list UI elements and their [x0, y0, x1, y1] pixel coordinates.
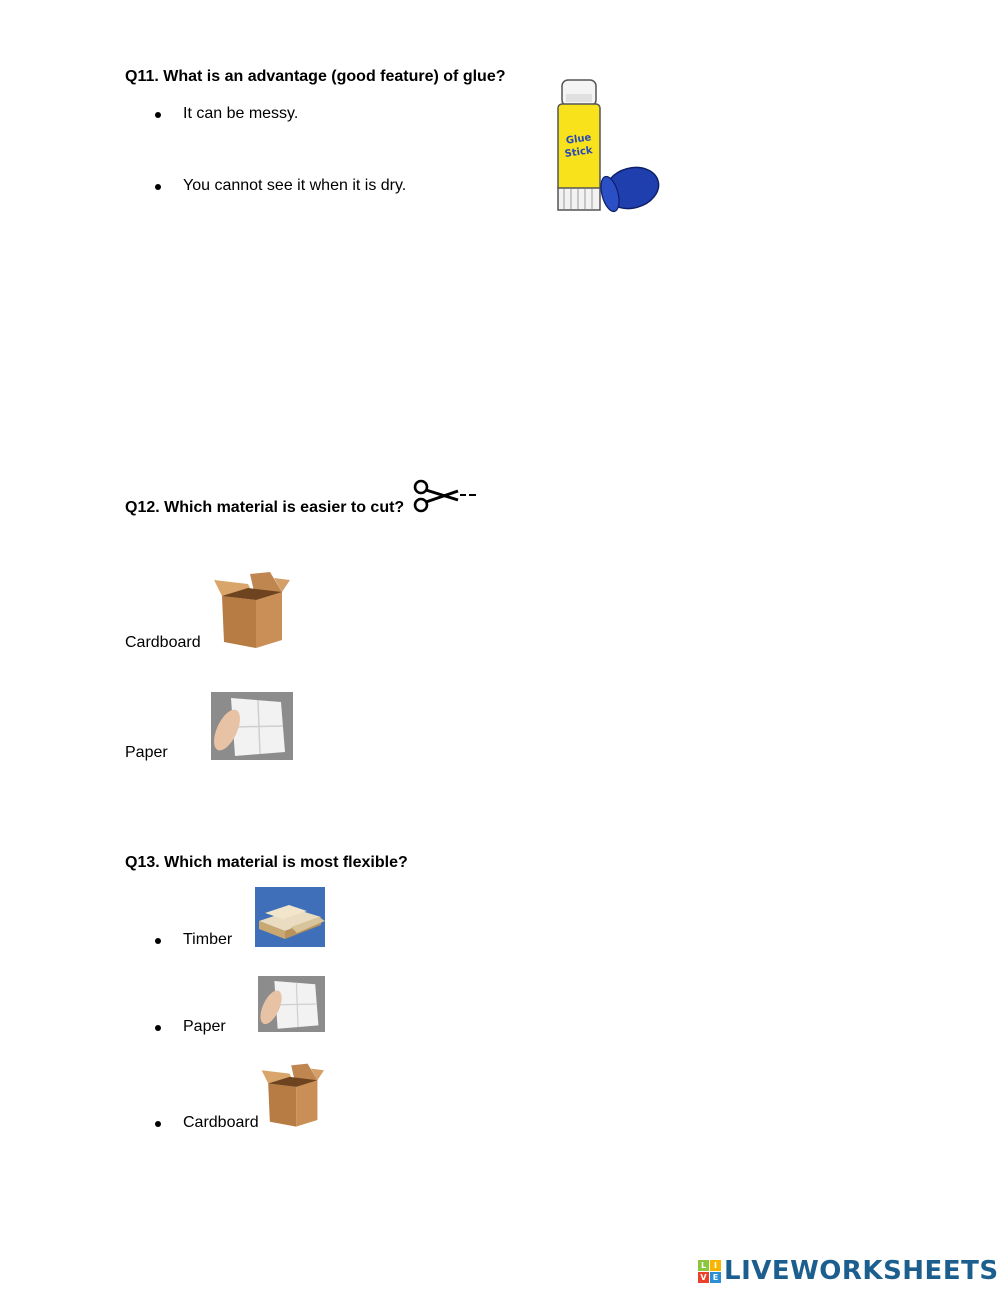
- logo-letter: E: [710, 1272, 721, 1283]
- q12-option-paper[interactable]: Paper: [125, 744, 168, 761]
- scissors-icon: [408, 478, 480, 514]
- logo-squares-icon: [698, 1260, 721, 1283]
- bullet: [155, 1025, 161, 1031]
- q12-option-cardboard[interactable]: Cardboard: [125, 634, 201, 651]
- logo-letter: L: [698, 1260, 709, 1271]
- glue-stick-label-top: Glue: [565, 132, 593, 147]
- bullet: [155, 938, 161, 944]
- cardboard-box-icon: [260, 1062, 324, 1130]
- glue-stick-label-bottom: Stick: [564, 145, 594, 160]
- q11-option-2[interactable]: You cannot see it when it is dry.: [183, 177, 407, 194]
- paper-icon: [258, 976, 325, 1032]
- glue-stick-icon: [552, 76, 662, 214]
- bullet: [155, 1121, 161, 1127]
- q13-option-timber[interactable]: Timber: [183, 931, 233, 948]
- logo-letter: I: [710, 1260, 721, 1271]
- logo-letter: V: [698, 1272, 709, 1283]
- paper-icon: [211, 692, 293, 760]
- timber-icon: [255, 887, 325, 947]
- q13-option-paper[interactable]: Paper: [183, 1018, 226, 1035]
- logo-brand-text: LIVEWORKSHEETS: [724, 1256, 999, 1286]
- q11-question: Q11. What is an advantage (good feature) of glue?: [125, 68, 506, 85]
- bullet: [155, 112, 161, 118]
- liveworksheets-logo[interactable]: [698, 1256, 999, 1286]
- q13-question: Q13. Which material is most flexible?: [125, 854, 408, 871]
- cardboard-box-icon: [212, 570, 290, 652]
- q11-option-1[interactable]: It can be messy.: [183, 105, 299, 122]
- bullet: [155, 184, 161, 190]
- q12-question: Q12. Which material is easier to cut?: [125, 499, 405, 516]
- q13-option-cardboard[interactable]: Cardboard: [183, 1114, 259, 1131]
